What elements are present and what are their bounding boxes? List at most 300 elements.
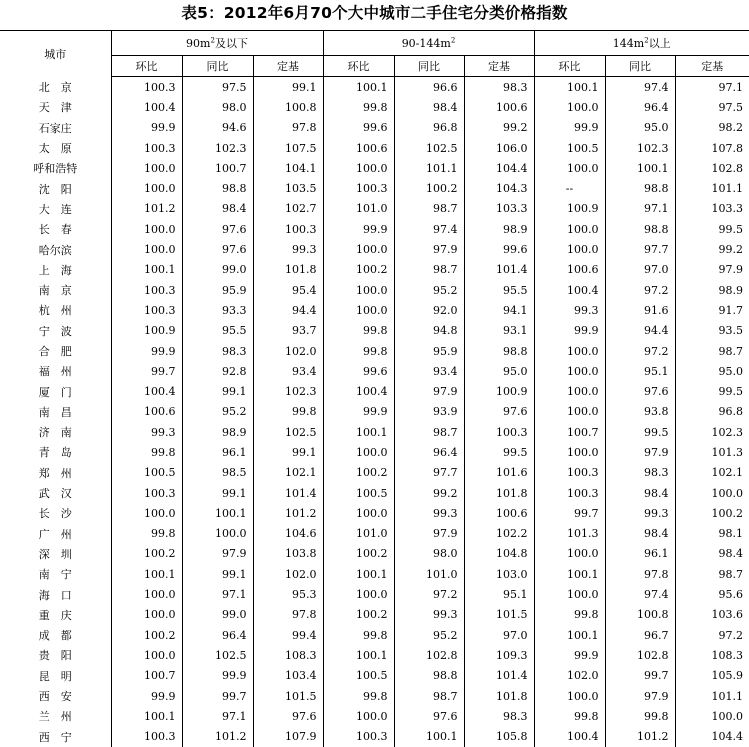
index-value: 98.0 [394, 544, 464, 564]
city-name: 广 州 [0, 524, 111, 544]
index-value: 102.5 [253, 422, 323, 442]
index-value: 100.3 [464, 422, 534, 442]
index-value: 100.1 [534, 564, 605, 584]
index-value: 100.3 [111, 138, 182, 158]
index-value: 100.6 [534, 260, 605, 280]
index-value: 100.1 [323, 564, 394, 584]
table-row [0, 77, 749, 98]
city-name: 昆 明 [0, 666, 111, 686]
table-row [0, 524, 749, 544]
index-value: 97.6 [464, 402, 534, 422]
index-value: 99.3 [253, 239, 323, 259]
index-value: 99.3 [394, 503, 464, 523]
index-value: 96.8 [394, 118, 464, 138]
index-value: 93.4 [253, 361, 323, 381]
city-name: 济 南 [0, 422, 111, 442]
table-row [0, 341, 749, 361]
city-name: 重 庆 [0, 605, 111, 625]
index-value: 97.9 [605, 442, 675, 462]
table-row [0, 483, 749, 503]
index-value: 100.1 [534, 625, 605, 645]
index-value: 97.2 [605, 280, 675, 300]
index-value: 94.4 [253, 300, 323, 320]
index-value: 100.0 [323, 584, 394, 604]
index-value: 101.4 [464, 260, 534, 280]
index-value: 97.4 [605, 77, 675, 98]
table-row [0, 361, 749, 381]
index-value: 100.4 [534, 280, 605, 300]
sub-header-base: 定基 [464, 56, 534, 77]
index-value: 100.4 [111, 381, 182, 401]
index-value: 98.3 [464, 706, 534, 726]
index-value: 99.9 [534, 321, 605, 341]
index-value: 97.6 [253, 706, 323, 726]
index-value: 98.0 [182, 97, 253, 117]
table-row [0, 463, 749, 483]
index-value: 98.8 [605, 178, 675, 198]
index-value: 100.0 [323, 300, 394, 320]
index-value: 98.9 [182, 422, 253, 442]
index-value: 100.3 [111, 77, 182, 98]
index-value: 100.0 [534, 381, 605, 401]
index-value: 99.3 [394, 605, 464, 625]
index-value: 93.3 [182, 300, 253, 320]
index-value: 100.9 [111, 321, 182, 341]
city-name: 南 宁 [0, 564, 111, 584]
city-name: 成 都 [0, 625, 111, 645]
index-value: 100.6 [323, 138, 394, 158]
city-name: 武 汉 [0, 483, 111, 503]
index-value: 101.1 [711, 182, 743, 196]
city-name: 青 岛 [0, 442, 111, 462]
city-name: 兰 州 [0, 706, 111, 726]
table-row [0, 584, 749, 604]
index-value: 99.2 [464, 118, 534, 138]
index-value: 100.0 [323, 158, 394, 178]
sub-header-yoy: 同比 [605, 56, 675, 77]
index-value: 95.2 [394, 625, 464, 645]
index-value: 95.2 [394, 280, 464, 300]
index-value: 98.4 [182, 199, 253, 219]
index-value: 97.7 [394, 463, 464, 483]
index-value: 108.3 [253, 645, 323, 665]
index-value: 98.4 [605, 524, 675, 544]
table-row [0, 280, 749, 300]
index-value: 99.6 [464, 239, 534, 259]
table-row [0, 422, 749, 442]
index-value: 100.4 [534, 727, 605, 747]
index-value: 100.0 [323, 503, 394, 523]
index-value: 95.0 [718, 364, 743, 378]
index-value: 98.8 [605, 219, 675, 239]
index-value: 99.9 [534, 645, 605, 665]
index-value: 98.3 [464, 77, 534, 98]
index-value: 100.9 [534, 199, 605, 219]
index-value: 99.9 [323, 219, 394, 239]
table-row [0, 199, 749, 219]
index-value: 99.8 [323, 625, 394, 645]
index-value: 97.6 [394, 706, 464, 726]
index-value: 95.9 [182, 280, 253, 300]
index-value: 100.8 [605, 605, 675, 625]
index-value: 101.5 [253, 686, 323, 706]
index-value: 100.0 [534, 544, 605, 564]
index-value: 92.0 [394, 300, 464, 320]
index-value: 95.2 [182, 402, 253, 422]
index-value: 100.0 [534, 219, 605, 239]
index-value: 97.6 [182, 239, 253, 259]
table-row [0, 239, 749, 259]
index-value: 95.5 [182, 321, 253, 341]
index-value: 100.6 [464, 503, 534, 523]
index-value: 97.1 [182, 584, 253, 604]
table-row [0, 503, 749, 523]
index-value: 99.8 [111, 442, 182, 462]
index-value: 100.3 [253, 219, 323, 239]
index-value: 102.3 [182, 138, 253, 158]
index-value: 95.5 [464, 280, 534, 300]
index-value: 100.0 [534, 158, 605, 178]
index-value: 100.1 [605, 158, 675, 178]
index-value: 107.8 [711, 141, 743, 155]
index-value: 100.0 [111, 178, 182, 198]
index-value: 101.8 [253, 260, 323, 280]
index-value: 97.6 [182, 219, 253, 239]
index-value: 97.9 [394, 524, 464, 544]
index-value: 104.4 [464, 158, 534, 178]
index-value: 99.9 [323, 402, 394, 422]
index-value: 96.4 [182, 625, 253, 645]
index-value: 100.0 [534, 361, 605, 381]
index-value: 102.1 [711, 466, 743, 480]
index-value: 100.0 [534, 239, 605, 259]
index-value: 100.1 [534, 77, 605, 98]
index-value: 100.0 [323, 442, 394, 462]
index-value: 95.0 [464, 361, 534, 381]
table-row [0, 706, 749, 726]
index-value: 106.0 [464, 138, 534, 158]
index-value: 100.3 [111, 727, 182, 747]
index-value: 100.3 [534, 463, 605, 483]
index-value: 95.1 [464, 584, 534, 604]
city-name: 呼和浩特 [0, 158, 111, 178]
index-value: 100.7 [534, 422, 605, 442]
city-name: 南 昌 [0, 402, 111, 422]
index-value: 109.3 [464, 645, 534, 665]
index-value: 101.0 [323, 199, 394, 219]
index-value: 93.8 [605, 402, 675, 422]
index-value: 98.7 [718, 344, 743, 358]
index-value: 95.3 [253, 584, 323, 604]
index-value: 97.1 [182, 706, 253, 726]
index-value: 95.1 [605, 361, 675, 381]
index-value: 100.3 [534, 483, 605, 503]
index-value: 104.1 [253, 158, 323, 178]
index-value: 91.6 [605, 300, 675, 320]
index-value: 99.9 [182, 666, 253, 686]
city-name: 宁 波 [0, 321, 111, 341]
index-value: 100.3 [323, 178, 394, 198]
sub-header-mom: 环比 [534, 56, 605, 77]
index-value: 102.8 [711, 161, 743, 175]
index-value: 97.6 [605, 381, 675, 401]
index-value: 100.1 [323, 645, 394, 665]
index-value: 99.5 [605, 422, 675, 442]
index-value: 98.7 [394, 422, 464, 442]
index-value: 99.0 [182, 605, 253, 625]
index-value: 100.3 [111, 483, 182, 503]
index-value: 101.6 [464, 463, 534, 483]
index-value: 103.6 [711, 608, 743, 622]
index-value: 100.2 [323, 544, 394, 564]
index-value: 99.9 [111, 686, 182, 706]
index-value: 99.8 [323, 97, 394, 117]
table-row [0, 178, 749, 198]
index-value: 98.7 [394, 260, 464, 280]
city-name: 合 肥 [0, 341, 111, 361]
table-row [0, 138, 749, 158]
index-value: 108.3 [711, 648, 743, 662]
table-row [0, 605, 749, 625]
index-value: 100.5 [323, 483, 394, 503]
index-value: 93.9 [394, 402, 464, 422]
index-value: 103.4 [253, 666, 323, 686]
index-value: 100.0 [534, 442, 605, 462]
city-name: 南 京 [0, 280, 111, 300]
table-row [0, 666, 749, 686]
index-value: 96.8 [718, 405, 743, 419]
index-value: 99.1 [253, 77, 323, 98]
index-value: 100.0 [111, 503, 182, 523]
table-row [0, 219, 749, 239]
index-value: 99.8 [534, 605, 605, 625]
index-value: 100.2 [323, 605, 394, 625]
index-value: 100.0 [534, 686, 605, 706]
index-value: 97.0 [605, 260, 675, 280]
index-value: 101.3 [534, 524, 605, 544]
index-value: 100.0 [111, 645, 182, 665]
index-value: 100.2 [711, 506, 743, 520]
city-name: 北 京 [0, 77, 111, 98]
index-value: 100.5 [534, 138, 605, 158]
index-value: 101.3 [711, 445, 743, 459]
index-value: 101.0 [323, 524, 394, 544]
city-name: 西 安 [0, 686, 111, 706]
index-value: 101.2 [605, 727, 675, 747]
index-value: 100.3 [111, 280, 182, 300]
index-value: 98.8 [182, 178, 253, 198]
index-value: 98.4 [394, 97, 464, 117]
index-value: 99.6 [323, 118, 394, 138]
index-value: 103.3 [711, 202, 743, 216]
index-value: 98.1 [718, 527, 743, 541]
index-value: 99.5 [464, 442, 534, 462]
index-value: 96.4 [394, 442, 464, 462]
index-value: 102.7 [253, 199, 323, 219]
index-value: 99.8 [534, 706, 605, 726]
index-value: 102.8 [394, 645, 464, 665]
index-value: 97.9 [182, 544, 253, 564]
index-value: 101.4 [464, 666, 534, 686]
index-value: 99.1 [182, 483, 253, 503]
index-value: 102.1 [253, 463, 323, 483]
index-value: 100.1 [394, 727, 464, 747]
table-row [0, 544, 749, 564]
index-value: 99.1 [182, 564, 253, 584]
index-value: -- [534, 178, 605, 198]
index-value: 92.8 [182, 361, 253, 381]
index-value: 99.3 [605, 503, 675, 523]
city-name: 杭 州 [0, 300, 111, 320]
index-value: 99.1 [253, 442, 323, 462]
index-value: 99.6 [323, 361, 394, 381]
index-value: 98.9 [464, 219, 534, 239]
table-row [0, 442, 749, 462]
index-value: 99.9 [111, 341, 182, 361]
index-value: 96.7 [605, 625, 675, 645]
index-value: 100.0 [534, 97, 605, 117]
index-value: 102.0 [253, 564, 323, 584]
index-value: 100.2 [111, 625, 182, 645]
city-column-header: 城市 [0, 31, 111, 77]
table-row [0, 381, 749, 401]
index-value: 99.3 [534, 300, 605, 320]
index-value: 98.7 [394, 199, 464, 219]
table-row [0, 564, 749, 584]
city-name: 长 沙 [0, 503, 111, 523]
sub-header-base: 定基 [675, 56, 749, 77]
index-value: 101.8 [464, 686, 534, 706]
index-value: 99.5 [718, 222, 743, 236]
index-value: 107.5 [253, 138, 323, 158]
index-value: 102.0 [253, 341, 323, 361]
index-value: 100.0 [711, 486, 743, 500]
index-value: 100.0 [323, 239, 394, 259]
index-value: 99.8 [323, 341, 394, 361]
index-value: 99.7 [111, 361, 182, 381]
table-row [0, 727, 749, 747]
index-value: 100.0 [534, 584, 605, 604]
index-value: 99.8 [253, 402, 323, 422]
city-name: 贵 阳 [0, 645, 111, 665]
index-value: 96.1 [605, 544, 675, 564]
index-value: 104.4 [711, 730, 743, 744]
index-value: 97.9 [605, 686, 675, 706]
index-value: 101.1 [394, 158, 464, 178]
index-value: 100.1 [182, 503, 253, 523]
city-name: 厦 门 [0, 381, 111, 401]
index-value: 98.4 [718, 547, 743, 561]
index-value: 98.5 [182, 463, 253, 483]
index-value: 99.2 [718, 243, 743, 257]
index-value: 99.0 [182, 260, 253, 280]
index-value: 97.5 [718, 100, 743, 114]
table-row [0, 321, 749, 341]
index-value: 99.1 [182, 381, 253, 401]
table-row [0, 118, 749, 138]
index-value: 99.2 [394, 483, 464, 503]
index-value: 100.0 [111, 239, 182, 259]
index-value: 97.2 [605, 341, 675, 361]
index-value: 100.5 [111, 463, 182, 483]
index-value: 101.5 [464, 605, 534, 625]
index-value: 101.1 [711, 689, 743, 703]
table-row [0, 686, 749, 706]
table-row [0, 402, 749, 422]
index-value: 100.0 [534, 402, 605, 422]
index-value: 98.2 [718, 121, 743, 135]
index-value: 100.2 [111, 544, 182, 564]
index-value: 95.6 [718, 588, 743, 602]
index-value: 97.7 [605, 239, 675, 259]
index-value: 97.8 [253, 118, 323, 138]
index-value: 97.5 [182, 77, 253, 98]
index-value: 91.7 [718, 303, 743, 317]
index-value: 103.5 [253, 178, 323, 198]
table-row [0, 158, 749, 178]
index-value: 97.1 [605, 199, 675, 219]
index-value: 98.7 [718, 567, 743, 581]
table-row [0, 260, 749, 280]
table-row [0, 625, 749, 645]
city-name: 西 宁 [0, 727, 111, 747]
index-value: 100.0 [111, 584, 182, 604]
index-value: 99.7 [182, 686, 253, 706]
index-value: 93.7 [253, 321, 323, 341]
index-value: 97.2 [394, 584, 464, 604]
group-header-90-144: $90-144m^2$ [323, 31, 534, 56]
index-value: 97.8 [253, 605, 323, 625]
index-value: 100.2 [323, 260, 394, 280]
city-name: 上 海 [0, 260, 111, 280]
sub-header-mom: 环比 [111, 56, 182, 77]
index-value: 97.9 [394, 381, 464, 401]
index-value: 95.4 [253, 280, 323, 300]
index-value: 96.1 [182, 442, 253, 462]
index-value: 105.8 [464, 727, 534, 747]
index-value: 102.0 [534, 666, 605, 686]
index-value: 94.1 [464, 300, 534, 320]
index-value: 101.8 [464, 483, 534, 503]
index-value: 99.8 [323, 321, 394, 341]
index-value: 99.7 [605, 666, 675, 686]
city-name: 太 原 [0, 138, 111, 158]
city-name: 沈 阳 [0, 178, 111, 198]
index-value: 98.8 [394, 666, 464, 686]
index-value: 100.1 [323, 77, 394, 98]
index-value: 107.9 [253, 727, 323, 747]
index-value: 96.4 [605, 97, 675, 117]
index-value: 96.6 [394, 77, 464, 98]
index-value: 101.2 [111, 199, 182, 219]
index-value: 100.0 [111, 605, 182, 625]
index-value: 100.1 [111, 564, 182, 584]
table-title: 表5：2012年6月70个大中城市二手住宅分类价格指数 [181, 4, 568, 22]
index-value: 98.8 [464, 341, 534, 361]
index-value: 104.3 [464, 178, 534, 198]
city-name: 长 春 [0, 219, 111, 239]
index-value: 98.7 [394, 686, 464, 706]
index-value: 98.4 [605, 483, 675, 503]
index-value: 93.1 [464, 321, 534, 341]
city-name: 天 津 [0, 97, 111, 117]
index-value: 102.5 [394, 138, 464, 158]
city-name: 福 州 [0, 361, 111, 381]
index-value: 97.0 [464, 625, 534, 645]
index-value: 102.3 [605, 138, 675, 158]
index-value: 100.2 [323, 463, 394, 483]
index-value: 102.3 [253, 381, 323, 401]
